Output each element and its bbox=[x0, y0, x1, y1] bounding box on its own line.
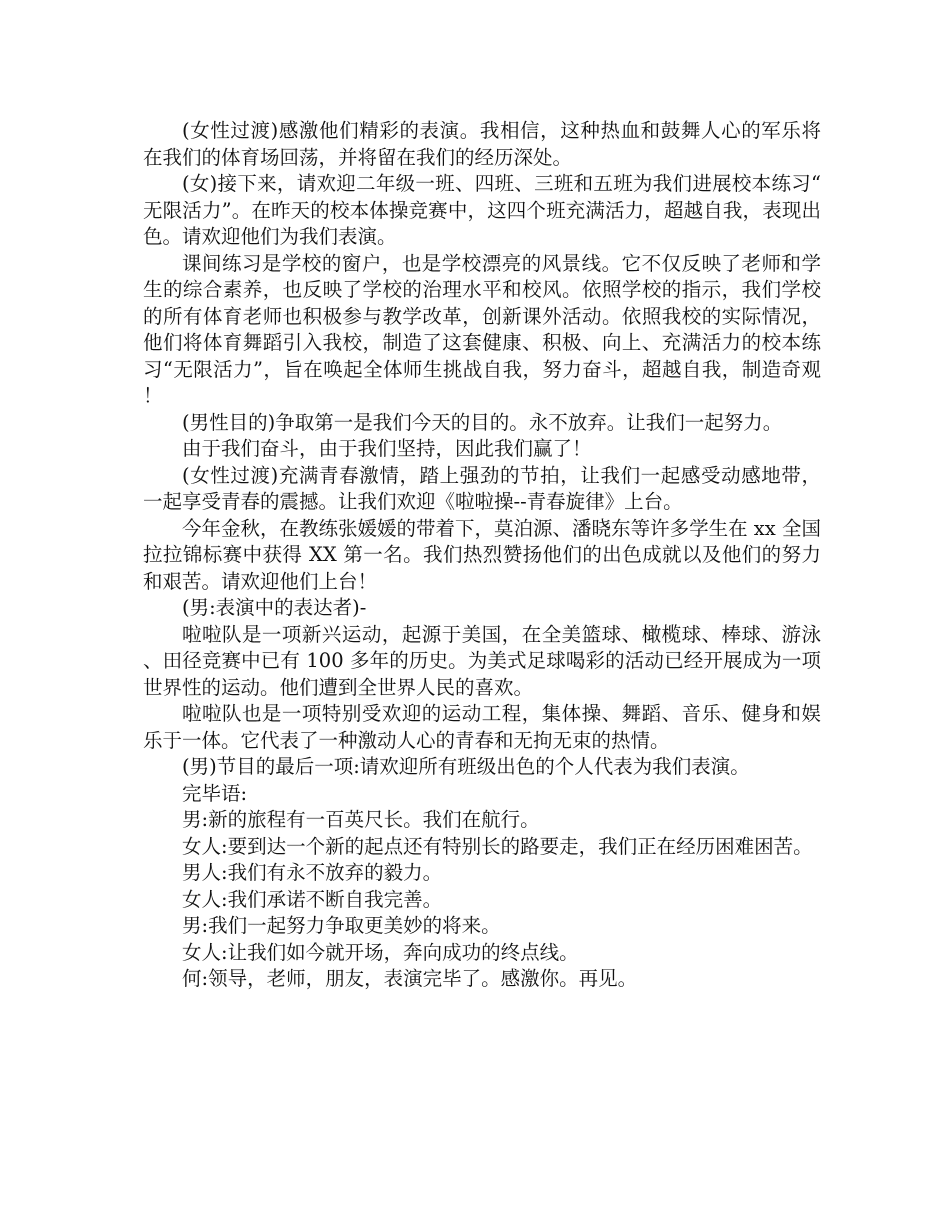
paragraph-16: 女人:我们承诺不断自我完善。 bbox=[182, 887, 443, 911]
paragraph-19: 何:领导，老师，朋友，表演完毕了。感激你。再见。 bbox=[182, 967, 638, 990]
paragraph-17: 男:我们一起努力争取更美妙的将来。 bbox=[182, 914, 501, 937]
paragraph-3: 课间练习是学校的窗户，也是学校漂亮的风景线。它不仅反映了老师和学生的综合素养，也反映了学校的治理水平和校风。依照学校的指示，我们学校的所有体育老师也积极参与教学改革，创新课外活动。依照我校的实际情况，他们将体育舞蹈引入我校，制造了这套健康、积极、向上、充满活力的校本练习“无限活力”，旨在唤起全体师生挑战自我，努力奋斗，超越自我，制造奇观！ bbox=[143, 251, 821, 407]
document-body bbox=[143, 118, 821, 993]
paragraph-5: 由于我们奋斗，由于我们坚持，因此我们赢了！ bbox=[182, 437, 592, 460]
paragraph-18: 女人:让我们如今就开场，奔向成功的终点线。 bbox=[182, 940, 579, 964]
paragraph-4: (男性目的)争取第一是我们今天的目的。永不放弃。让我们一起努力。 bbox=[182, 410, 783, 434]
paragraph-14: 女人:要到达一个新的起点还有特别长的路要走，我们正在经历困难困苦。 bbox=[182, 834, 813, 858]
paragraph-9: 啦啦队是一项新兴运动，起源于美国，在全美篮球、橄榄球、棒球、游泳、田径竞赛中已有 100 多年的历史。为美式足球喝彩的活动已经开展成为一项世界性的运动。他们遭到全世界人民的喜欢。 bbox=[143, 622, 821, 699]
paragraph-10: 啦啦队也是一项特别受欢迎的运动工程，集体操、舞蹈、音乐、健身和娱乐于一体。它代表了一种激动人心的青春和无拘无束的热情。 bbox=[143, 702, 821, 752]
paragraph-2: (女)接下来，请欢迎二年级一班、四班、三班和五班为我们进展校本练习“无限活力”。在昨天的校本体操竞赛中，这四个班充满活力，超越自我，表现出色。请欢迎他们为我们表演。 bbox=[143, 172, 821, 248]
paragraph-6: (女性过渡)充满青春激情，踏上强劲的节拍，让我们一起感受动感地带，一起享受青春的震撼。让我们欢迎《啦啦操--青春旋律》上台。 bbox=[143, 463, 821, 513]
paragraph-7: 今年金秋，在教练张媛媛的带着下，莫泊源、潘晓东等许多学生在 xx 全国拉拉锦标赛中获得 XX 第一名。我们热烈赞扬他们的出色成就以及他们的努力和艰苦。请欢迎他们上台！ bbox=[143, 516, 821, 593]
paragraph-1: (女性过渡)感激他们精彩的表演。我相信，这种热血和鼓舞人心的军乐将在我们的体育场回荡，并将留在我们的经历深处。 bbox=[143, 119, 821, 169]
paragraph-12: 完毕语: bbox=[182, 781, 248, 805]
paragraph-15: 男人:我们有永不放弃的毅力。 bbox=[182, 861, 443, 884]
paragraph-11: (男)节目的最后一项:请欢迎所有班级出色的个人代表为我们表演。 bbox=[182, 755, 750, 778]
paragraph-8: (男:表演中的表达者)- bbox=[182, 596, 367, 619]
paragraph-13: 男:新的旅程有一百英尺长。我们在航行。 bbox=[182, 808, 540, 831]
